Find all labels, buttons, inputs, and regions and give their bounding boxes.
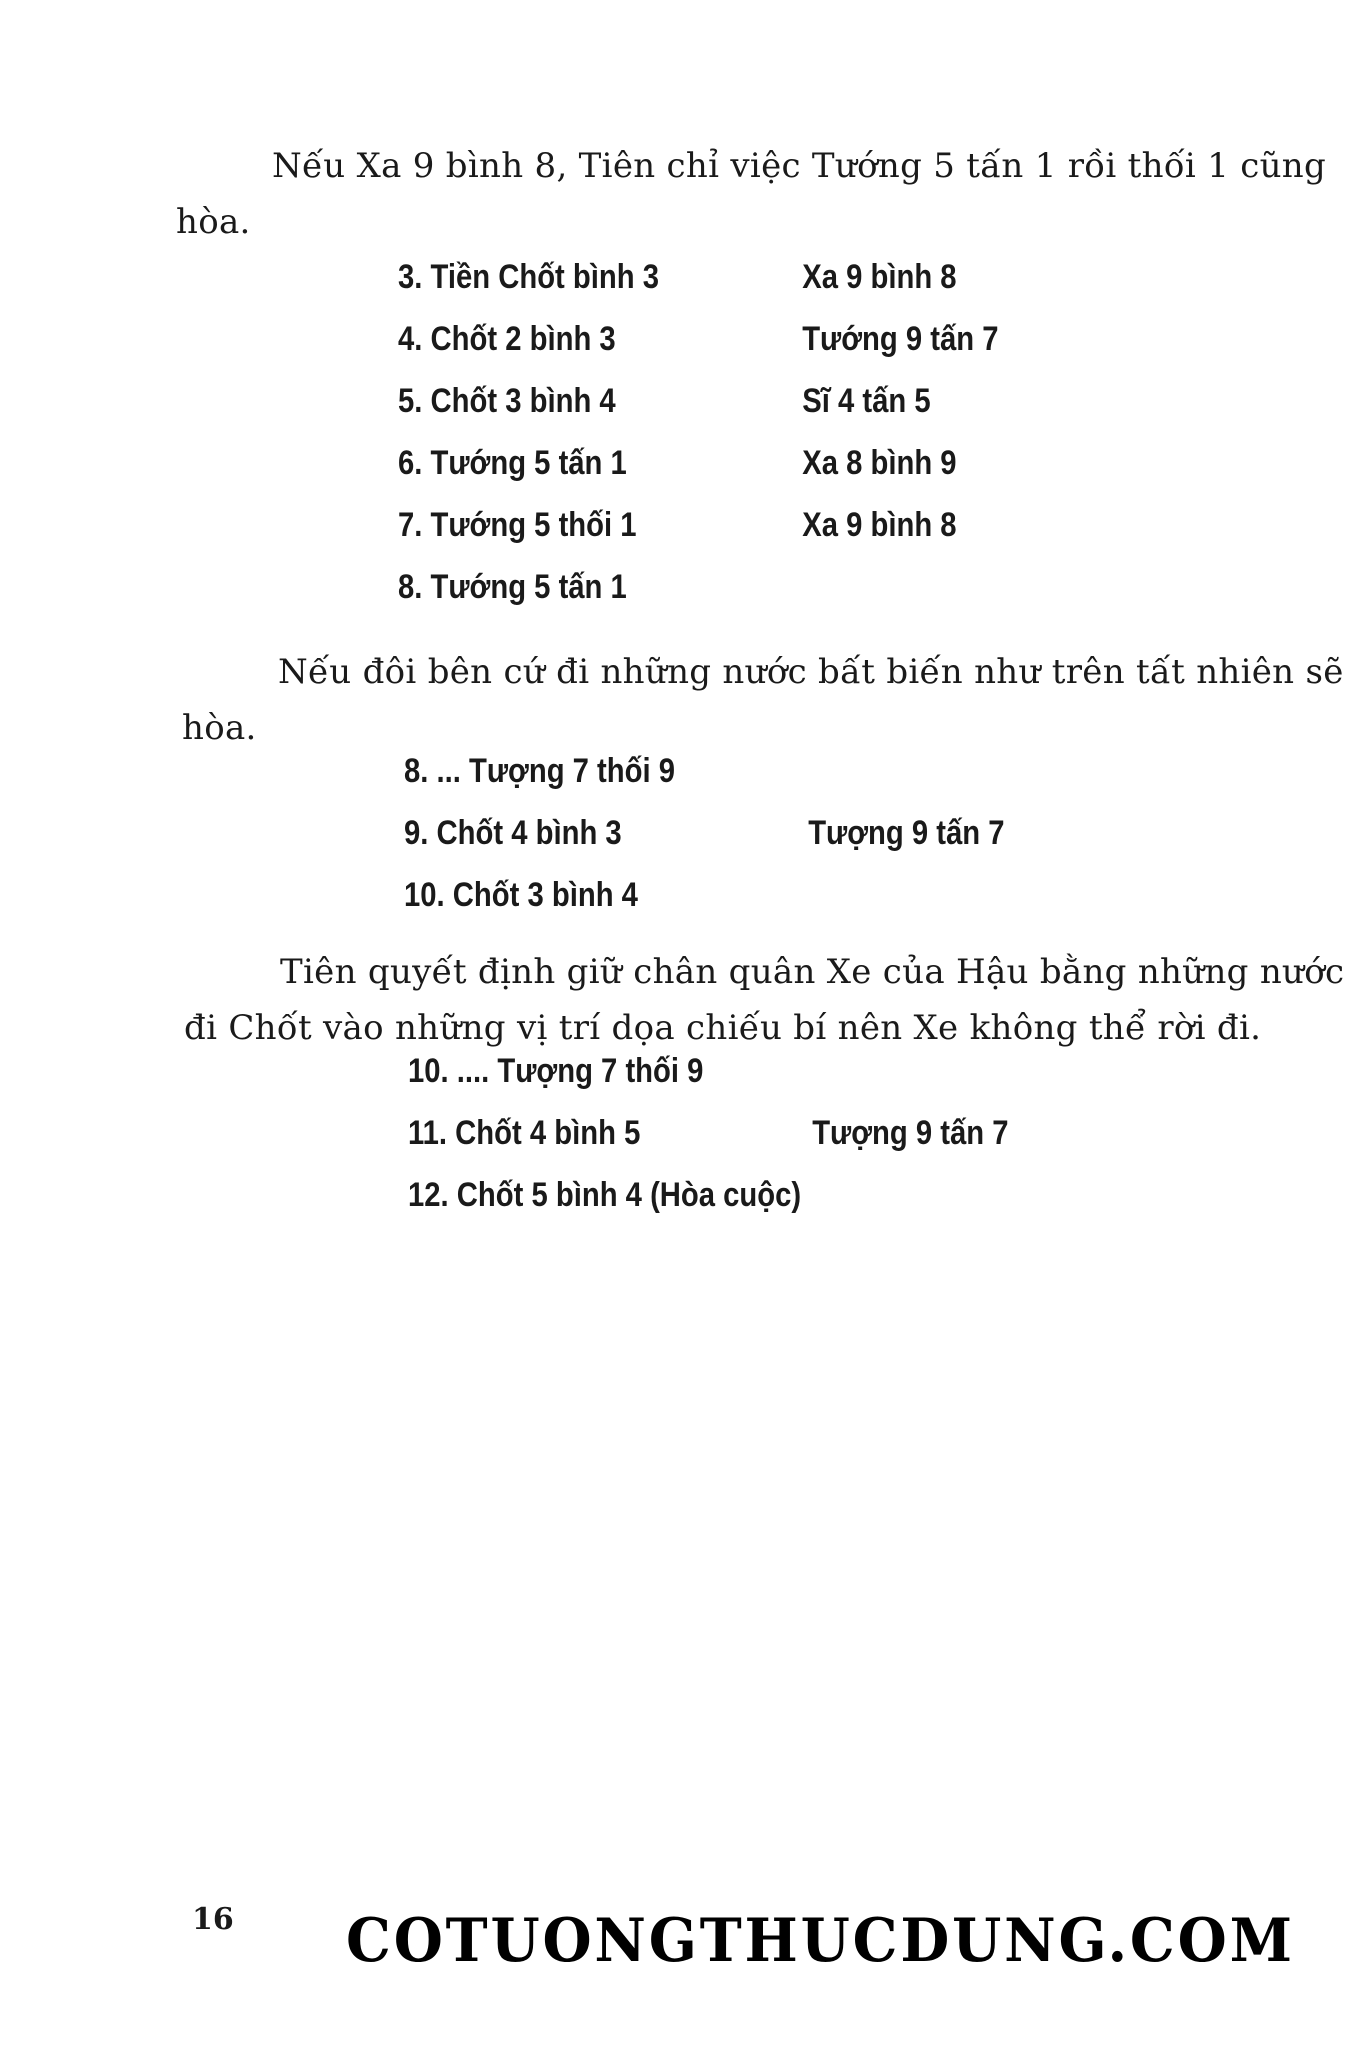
move-red: 8. Tướng 5 tấn 1 [398, 568, 627, 606]
move-black: Tượng 9 tấn 7 [808, 814, 1005, 852]
move-red: 11. Chốt 4 bình 5 [408, 1114, 641, 1152]
move-black: Sĩ 4 tấn 5 [802, 382, 931, 420]
move-black: Xa 9 bình 8 [802, 506, 957, 544]
move-red: 8. ... Tượng 7 thối 9 [404, 752, 676, 790]
paragraph-strategy-note [184, 944, 1345, 1056]
move-red: 10. .... Tượng 7 thối 9 [408, 1052, 704, 1090]
page-number: 16 [192, 1902, 234, 1937]
move-red: 4. Chốt 2 bình 3 [398, 320, 616, 358]
move-red: 3. Tiền Chốt bình 3 [398, 258, 660, 296]
move-red: 6. Tướng 5 tấn 1 [398, 444, 627, 482]
paragraph-draw-note [176, 138, 1327, 250]
site-banner: COTUONGTHUCDUNG.COM [346, 1906, 1295, 1976]
move-black: Xa 8 bình 9 [802, 444, 957, 482]
move-red: 12. Chốt 5 bình 4 (Hòa cuộc) [408, 1176, 802, 1214]
move-black: Tướng 9 tấn 7 [802, 320, 999, 358]
paragraph-line: Nếu Xa 9 bình 8, Tiên chỉ việc Tướng 5 tấn 1 rồi thối 1 cũng [272, 146, 1327, 186]
paragraph-line: Nếu đôi bên cứ đi những nước bất biến như trên tất nhiên sẽ [278, 652, 1344, 692]
paragraph-line: hòa. [176, 202, 251, 242]
paragraph-line: Tiên quyết định giữ chân quân Xe của Hậu bằng những nước [280, 952, 1345, 992]
move-red: 5. Chốt 3 bình 4 [398, 382, 616, 420]
move-red: 7. Tướng 5 thối 1 [398, 506, 637, 544]
paragraph-repetition-note [182, 644, 1344, 756]
move-red: 9. Chốt 4 bình 3 [404, 814, 622, 852]
paragraph-line: hòa. [182, 708, 257, 748]
move-black: Xa 9 bình 8 [802, 258, 957, 296]
move-red: 10. Chốt 3 bình 4 [404, 876, 638, 914]
move-black: Tượng 9 tấn 7 [812, 1114, 1009, 1152]
paragraph-line: đi Chốt vào những vị trí dọa chiếu bí nên Xe không thể rời đi. [184, 1008, 1262, 1048]
